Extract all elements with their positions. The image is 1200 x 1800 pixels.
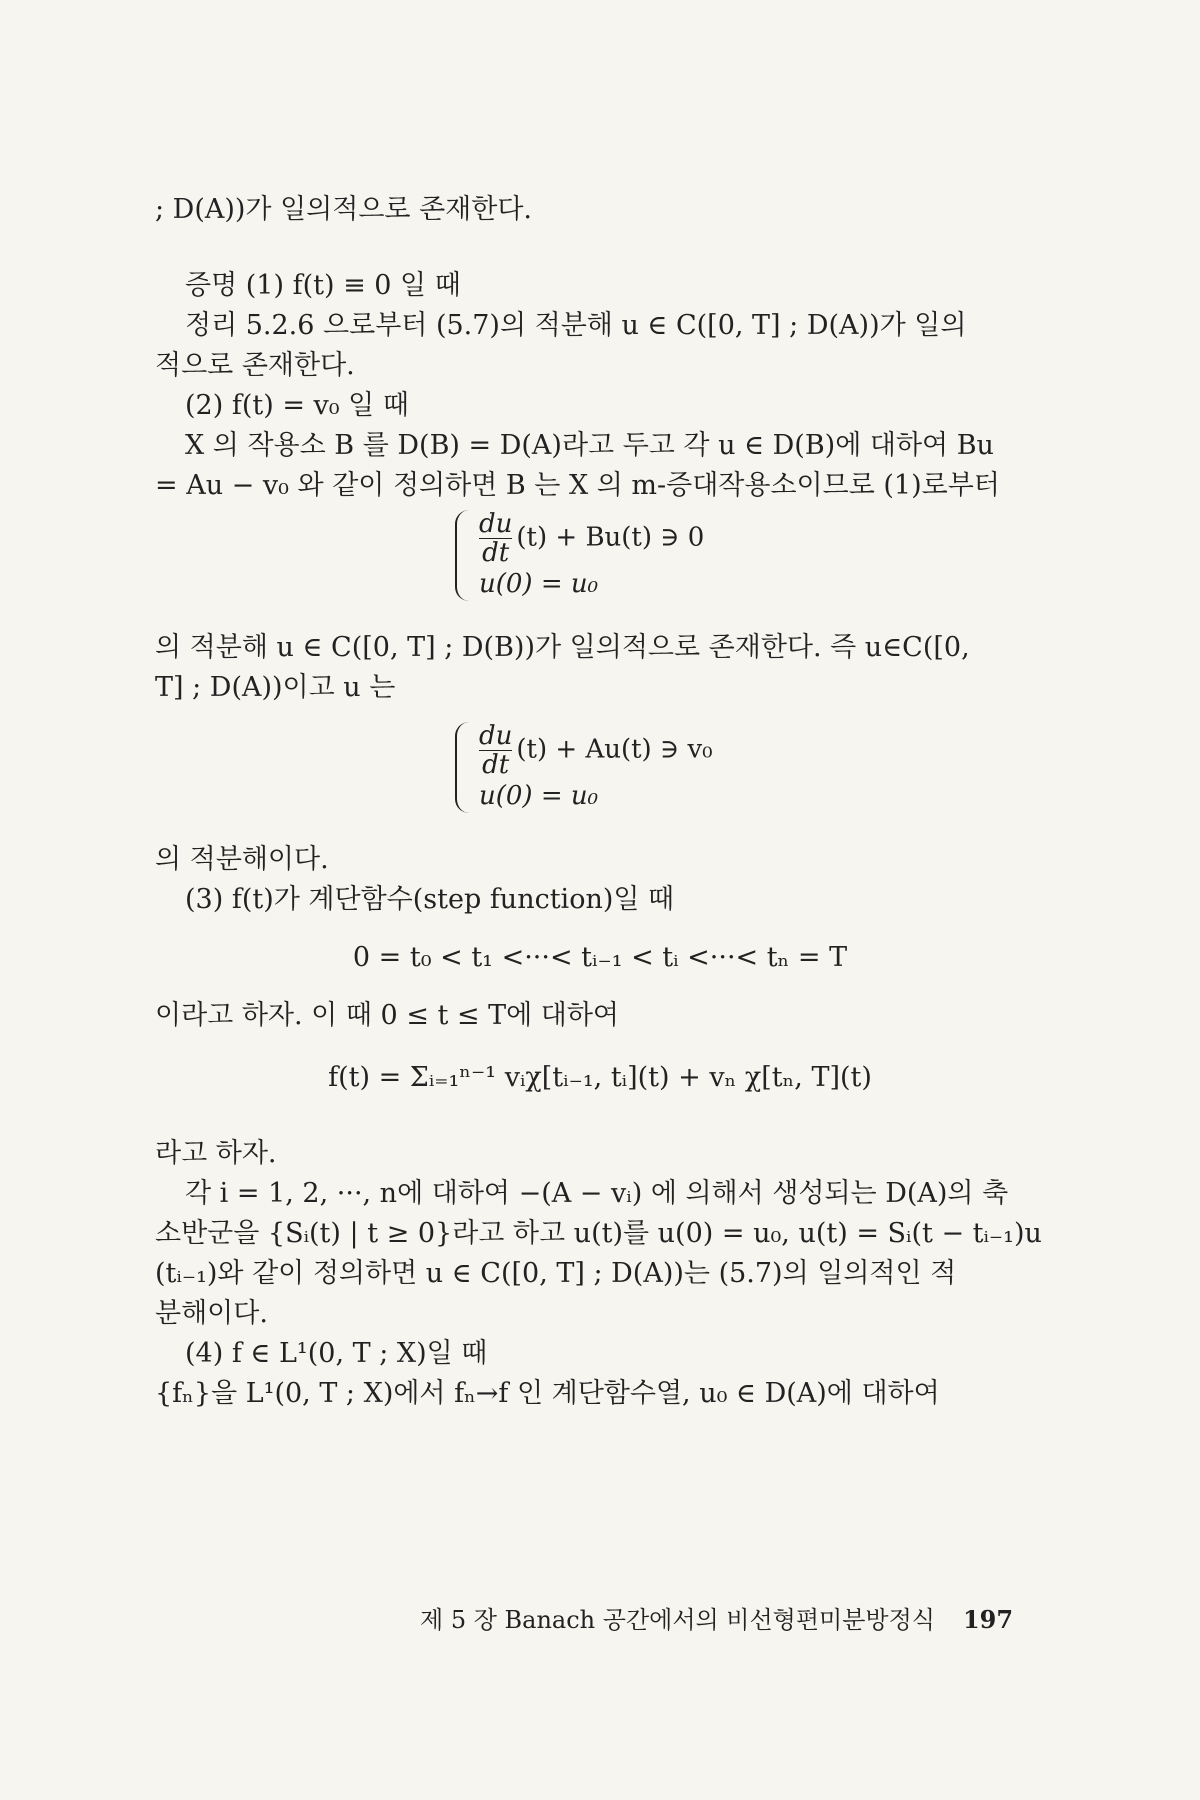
equation-rest: (t) + Bu(t) ∋ 0: [516, 522, 705, 553]
chapter-title: 제 5 장 Banach 공간에서의 비선형편미분방정식: [420, 1606, 935, 1634]
page-footer: [420, 1600, 1013, 1635]
text-line: 라고 하자.: [155, 1138, 277, 1169]
initial-condition: u(0) = u₀: [479, 781, 599, 811]
text-line: 의 적분해 u ∈ C([0, T] ; D(B))가 일의적으로 존재한다. 즉 u∈C([0,: [155, 632, 970, 663]
fraction-denominator: dt: [482, 538, 510, 568]
initial-condition: u(0) = u₀: [479, 569, 599, 599]
text-line: ; D(A))가 일의적으로 존재한다.: [155, 194, 532, 225]
text-line: 분해이다.: [155, 1298, 268, 1329]
fraction: [479, 510, 512, 567]
brace: [455, 510, 471, 601]
text-line: 정리 5.2.6 으로부터 (5.7)의 적분해 u ∈ C([0, T] ; D(A))가 일의: [185, 310, 967, 341]
fraction-numerator: du: [479, 509, 513, 539]
case-heading: (4) f ∈ L¹(0, T ; X)일 때: [185, 1338, 488, 1369]
text-line: 각 i = 1, 2, ···, n에 대하여 −(A − vᵢ) 에 의해서 생성되는 D(A)의 축: [185, 1178, 1009, 1209]
display-equation: f(t) = Σᵢ₌₁ⁿ⁻¹ vᵢχ[tᵢ₋₁, tᵢ](t) + vₙ χ[tₙ, T](t): [328, 1062, 872, 1093]
text-line: 이라고 하자. 이 때 0 ≤ t ≤ T에 대하여: [155, 1000, 620, 1031]
text-line: T] ; D(A))이고 u 는: [155, 672, 396, 703]
text-line: X 의 작용소 B 를 D(B) = D(A)라고 두고 각 u ∈ D(B)에 대하여 Bu: [185, 430, 994, 461]
equation-system-1: [455, 510, 704, 601]
display-equation: 0 = t₀ < t₁ <···< tᵢ₋₁ < tᵢ <···< tₙ = T: [352, 942, 848, 973]
fraction: [479, 722, 512, 779]
equation-rest: (t) + Au(t) ∋ v₀: [516, 734, 713, 765]
page-number: 197: [962, 1605, 1014, 1634]
equation-row: [455, 722, 713, 779]
case-heading: (3) f(t)가 계단함수(step function)일 때: [185, 884, 675, 915]
text-line: (tᵢ₋₁)와 같이 정의하면 u ∈ C([0, T] ; D(A))는 (5.7)의 일의적인 적: [155, 1258, 957, 1289]
case-heading: (2) f(t) = v₀ 일 때: [185, 390, 409, 421]
fraction-denominator: dt: [482, 750, 510, 780]
equation-row: [455, 510, 704, 567]
text-line: 의 적분해이다.: [155, 844, 329, 875]
equation-system-2: [455, 722, 713, 813]
fraction-numerator: du: [479, 721, 513, 751]
brace: [455, 722, 471, 813]
text-line: = Au − v₀ 와 같이 정의하면 B 는 X 의 m-증대작용소이므로 (1)로부터: [155, 470, 1000, 501]
text-line: 적으로 존재한다.: [155, 350, 355, 381]
text-line: 소반군을 {Sᵢ(t) | t ≥ 0}라고 하고 u(t)를 u(0) = u₀, u(t) = Sᵢ(t − tᵢ₋₁)u: [155, 1218, 1042, 1249]
proof-heading: 증명 (1) f(t) ≡ 0 일 때: [185, 270, 461, 301]
text-line: {fₙ}을 L¹(0, T ; X)에서 fₙ→f 인 계단함수열, u₀ ∈ D(A)에 대하여: [155, 1378, 940, 1409]
